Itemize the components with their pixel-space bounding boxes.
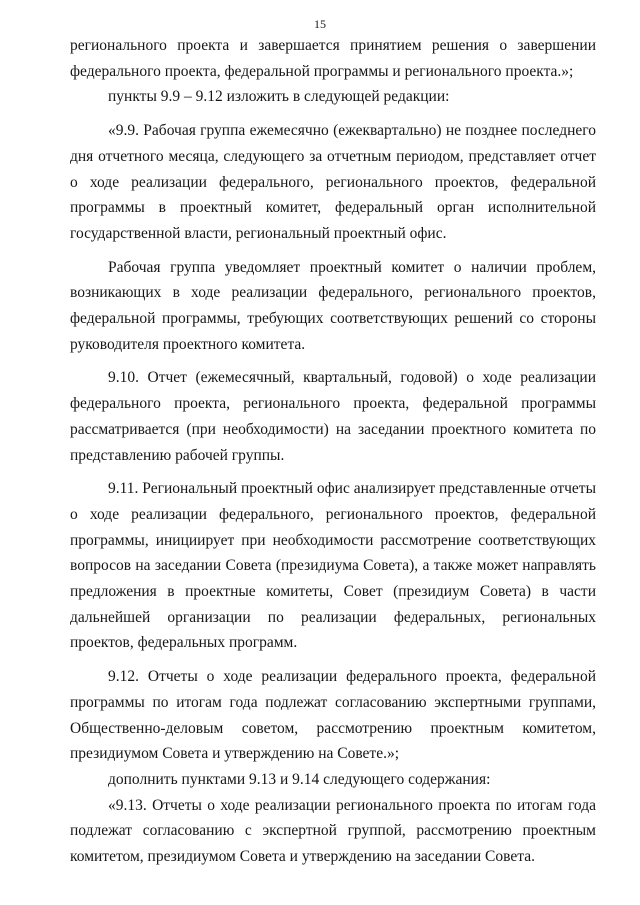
paragraph-9-11: 9.11. Региональный проектный офис анализирует представленные отчеты о ходе реализации федерального, регионального проектов, федеральной программы, инициирует при необходимости рассмотрение соответствующих вопросов на заседании Совета (президиума Совета), а также может направлять предложения в проектные комитеты, Совет (президиум Совета) в части дальнейшей организации по реализации федеральных, региональных проектов, федеральных программ. xyxy=(70,480,596,652)
paragraph-9-9-notice: Рабочая группа уведомляет проектный комитет о наличии проблем, возникающих в ходе реализации федерального, регионального проектов, федеральной программы, требующих соответствующих решений со стороны руководителя проектного комитета. xyxy=(70,258,596,353)
document-body xyxy=(70,33,596,870)
page-number: 15 xyxy=(314,17,326,31)
paragraph-9-10: 9.10. Отчет (ежемесячный, квартальный, годовой) о ходе реализации федерального проекта, регионального проекта, федеральной программы рассматривается (при необходимости) на заседании проектного комитета по представлению рабочей группы. xyxy=(70,369,596,464)
paragraph-amendment-intro: пункты 9.9 – 9.12 изложить в следующей редакции: xyxy=(108,88,450,106)
paragraph-9-13: «9.13. Отчеты о ходе реализации регионального проекта по итогам года подлежат согласованию с экспертной группой, рассмотрению проектным комитетом, президиумом Совета и утверждению на заседании Совета. xyxy=(70,796,596,866)
paragraph-addition-intro: дополнить пунктами 9.13 и 9.14 следующего содержания: xyxy=(108,770,491,788)
paragraph-9-9: «9.9. Рабочая группа ежемесячно (ежеквартально) не позднее последнего дня отчетного месяца, следующего за отчетным периодом, представляет отчет о ходе реализации федерального, регионального проектов, федеральной программы в проектный комитет, федеральный орган исполнительной государственной власти, региональный проектный офис. xyxy=(70,122,596,242)
paragraph-continuation: регионального проекта и завершается принятием решения о завершении федерального проекта, федеральной программы и регионального проекта.»; xyxy=(70,37,596,80)
paragraph-9-12: 9.12. Отчеты о ходе реализации федерального проекта, федеральной программы по итогам года подлежат согласованию экспертными группами, Общественно-деловым советом, рассмотрению проектным комитетом, президиумом Совета и утверждению на Совете.»; xyxy=(70,668,596,763)
